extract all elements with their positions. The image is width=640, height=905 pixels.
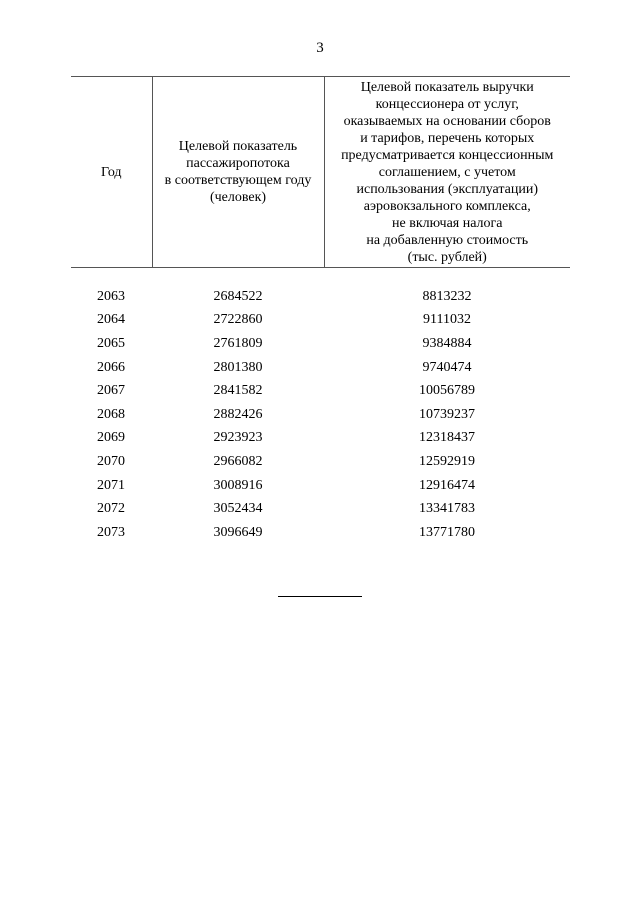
table-row bbox=[71, 403, 570, 427]
table-row bbox=[71, 356, 570, 380]
revenue-cell: 9384884 bbox=[422, 335, 472, 351]
revenue-cell: 8813232 bbox=[422, 288, 472, 304]
year-cell: 2063 bbox=[97, 288, 125, 304]
passenger-cell: 2801380 bbox=[213, 359, 263, 375]
table-row bbox=[71, 332, 570, 356]
header-revenue-line: аэровокзального комплекса, bbox=[363, 198, 531, 214]
revenue-cell: 13341783 bbox=[419, 501, 475, 517]
passenger-cell: 2722860 bbox=[213, 312, 263, 328]
header-revenue-line: концессионера от услуг, bbox=[375, 96, 519, 112]
header-revenue-line: не включая налога bbox=[392, 215, 503, 231]
header-revenue-line: оказываемых на основании сборов bbox=[343, 113, 551, 129]
page-number: 3 bbox=[316, 40, 324, 56]
header-revenue-line: Целевой показатель выручки bbox=[360, 79, 534, 95]
table-row bbox=[71, 427, 570, 451]
header-revenue-line: соглашением, с учетом bbox=[378, 164, 516, 180]
header-revenue-line: (тыс. рублей) bbox=[407, 249, 487, 265]
header-passenger-line: (человек) bbox=[209, 190, 267, 205]
passenger-cell: 2966082 bbox=[213, 453, 263, 469]
header-passenger-line: в соответствующем году bbox=[164, 173, 312, 188]
revenue-cell: 12592919 bbox=[419, 453, 475, 469]
passenger-cell: 3096649 bbox=[213, 524, 263, 540]
header-revenue-line: использования (эксплуатации) bbox=[356, 181, 539, 197]
year-cell: 2064 bbox=[97, 312, 125, 328]
year-cell: 2068 bbox=[97, 406, 125, 422]
year-cell: 2065 bbox=[97, 335, 125, 351]
year-cell: 2067 bbox=[97, 383, 125, 399]
data-table bbox=[71, 285, 570, 545]
table-row bbox=[71, 285, 570, 309]
passenger-cell: 3052434 bbox=[213, 501, 263, 517]
header-revenue-target bbox=[324, 77, 570, 268]
year-cell: 2066 bbox=[97, 359, 125, 375]
header-passenger-line: Целевой показатель bbox=[178, 139, 298, 154]
passenger-cell: 3008916 bbox=[213, 477, 263, 493]
end-of-document-rule bbox=[278, 596, 362, 597]
year-cell: 2069 bbox=[97, 430, 125, 446]
revenue-cell: 10739237 bbox=[419, 406, 475, 422]
header-year: Год bbox=[71, 77, 152, 268]
table-row bbox=[71, 474, 570, 498]
header-revenue-line: предусматривается концессионным bbox=[341, 147, 554, 163]
table-row bbox=[71, 521, 570, 545]
revenue-cell: 10056789 bbox=[419, 383, 475, 399]
header-passenger-target bbox=[152, 77, 324, 268]
revenue-cell: 9740474 bbox=[422, 359, 472, 375]
year-cell: 2070 bbox=[97, 453, 125, 469]
table-header bbox=[71, 76, 570, 268]
passenger-cell: 2923923 bbox=[213, 430, 263, 446]
table-row bbox=[71, 379, 570, 403]
year-cell: 2072 bbox=[97, 501, 125, 517]
year-cell: 2071 bbox=[97, 477, 125, 493]
header-passenger-line: пассажиропотока bbox=[186, 156, 290, 171]
table-row bbox=[71, 450, 570, 474]
revenue-cell: 12916474 bbox=[419, 477, 475, 493]
passenger-cell: 2841582 bbox=[213, 383, 263, 399]
revenue-cell: 13771780 bbox=[419, 524, 475, 540]
passenger-cell: 2761809 bbox=[213, 335, 263, 351]
revenue-cell: 9111032 bbox=[423, 312, 471, 328]
table-row bbox=[71, 497, 570, 521]
header-revenue-line: и тарифов, перечень которых bbox=[360, 130, 535, 146]
revenue-cell: 12318437 bbox=[419, 430, 475, 446]
passenger-cell: 2882426 bbox=[213, 406, 263, 422]
passenger-cell: 2684522 bbox=[213, 288, 263, 304]
header-revenue-line: на добавленную стоимость bbox=[366, 232, 529, 248]
year-cell: 2073 bbox=[97, 524, 125, 540]
table-row bbox=[71, 309, 570, 333]
